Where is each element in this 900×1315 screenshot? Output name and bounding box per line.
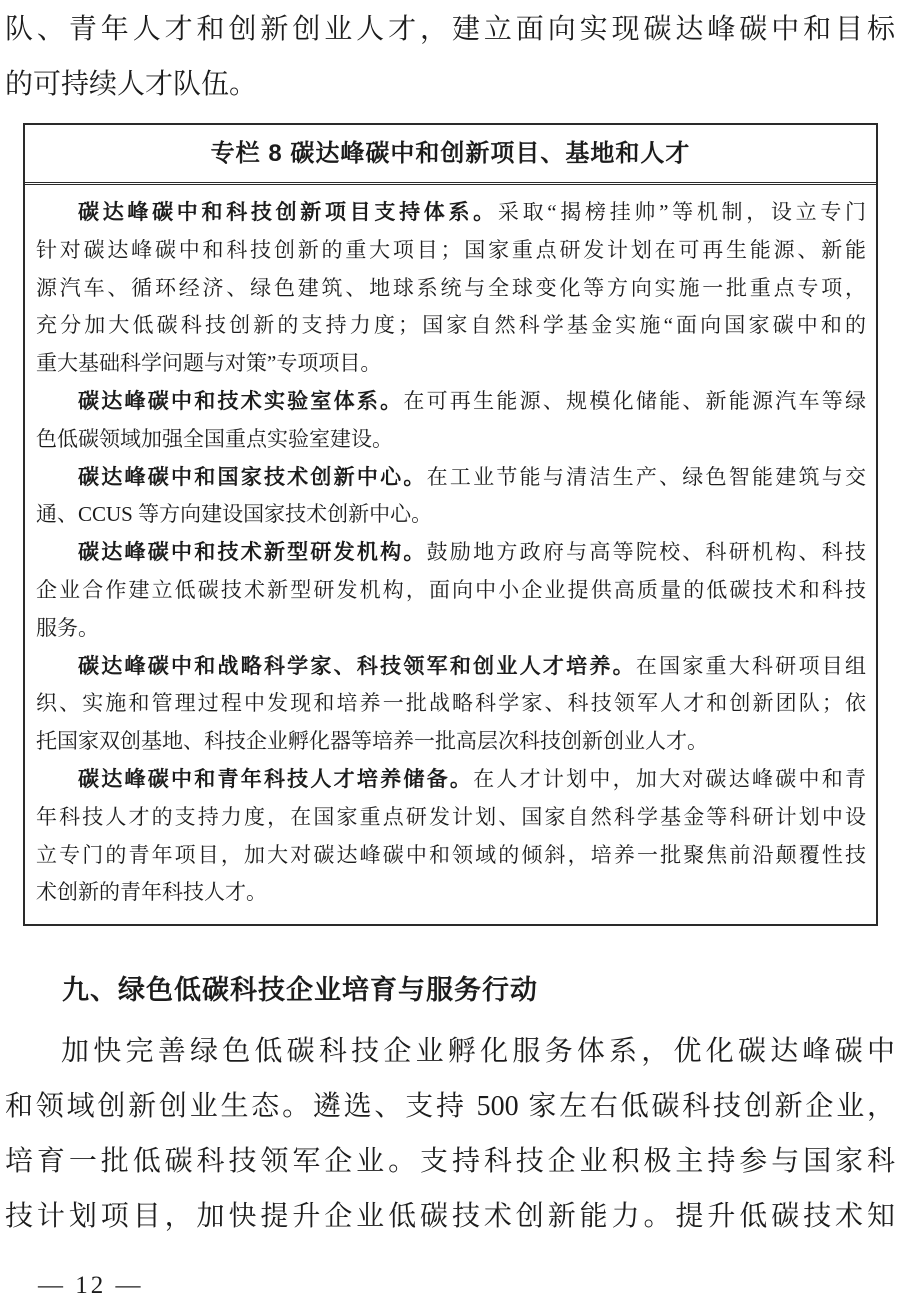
intro-paragraph [5, 0, 895, 112]
text-line: 年科技人才的支持力度，在国家重点研发计划、国家自然科学基金等科研计划中设 [36, 804, 866, 829]
paragraph-lead: 碳达峰碳中和青年科技人才培养储备。 [78, 767, 474, 791]
text-line: 的可持续人才队伍。 [5, 69, 258, 100]
text-line: 企业合作建立低碳技术新型研发机构，面向中小企业提供高质量的低碳技术和科技 [36, 577, 866, 602]
page-number: — 12 — [38, 1272, 144, 1299]
text-line: 加快完善绿色低碳科技企业孵化服务体系，优化碳达峰碳中 [61, 1036, 895, 1068]
text-line: 托国家双创基地、科技企业孵化器等培养一批高层次科技创新创业人才。 [36, 729, 708, 754]
paragraph-lead: 碳达峰碳中和国家技术创新中心。 [78, 465, 427, 489]
text-line: 充分加大低碳科技创新的支持力度；国家自然科学基金实施“面向国家碳中和的 [36, 313, 866, 338]
text-line: 通、CCUS 等方向建设国家技术创新中心。 [36, 502, 433, 527]
text-line: 源汽车、循环经济、绿色建筑、地球系统与全球变化等方向实施一批重点专项， [36, 275, 866, 300]
body-paragraph [5, 1024, 895, 1244]
text-line [36, 534, 866, 572]
text-line: 针对碳达峰碳中和科技创新的重大项目；国家重点研发计划在可再生能源、新能 [36, 237, 866, 262]
text-line: 术创新的青年科技人才。 [36, 880, 267, 905]
paragraph-lead: 碳达峰碳中和技术实验室体系。 [78, 389, 404, 413]
text-line: 重大基础科学问题与对策”专项项目。 [36, 351, 382, 376]
text-line: 色低碳领域加强全国重点实验室建设。 [36, 426, 393, 451]
paragraph-text: 采取“揭榜挂帅”等机制，设立专门 [497, 200, 867, 224]
paragraph-text: 在国家重大科研项目组 [635, 653, 867, 678]
paragraph-text: 在工业节能与清洁生产、绿色智能建筑与交 [426, 464, 867, 489]
paragraph-text: 在人才计划中，加大对碳达峰碳中和青 [473, 766, 867, 791]
text-line: 培育一批低碳科技领军企业。支持科技企业积极主持参与国家科 [5, 1146, 895, 1178]
text-line: 队、青年人才和创新创业人才，建立面向实现碳达峰碳中和目标 [5, 14, 895, 45]
text-line [36, 648, 866, 686]
box-body [25, 185, 876, 924]
paragraph-text: 在可再生能源、规模化储能、新能源汽车等绿 [403, 388, 867, 413]
paragraph-text: 鼓励地方政府与高等院校、科研机构、科技 [426, 540, 867, 565]
text-line [36, 459, 866, 497]
text-line [36, 383, 866, 421]
paragraph-lead: 碳达峰碳中和技术新型研发机构。 [78, 541, 427, 565]
text-line: 织、实施和管理过程中发现和培养一批战略科学家、科技领军人才和创新团队；依 [36, 691, 866, 716]
feature-box [23, 123, 878, 926]
paragraph-lead: 碳达峰碳中和科技创新项目支持体系。 [78, 201, 498, 224]
box-title: 专栏 8 碳达峰碳中和创新项目、基地和人才 [25, 125, 876, 185]
text-line: 和领域创新创业生态。遴选、支持 500 家左右低碳科技创新企业， [5, 1091, 895, 1123]
text-line: 服务。 [36, 615, 99, 640]
section-heading: 九、绿色低碳科技企业培育与服务行动 [62, 975, 538, 1006]
text-line: 技计划项目，加快提升企业低碳技术创新能力。提升低碳技术知 [5, 1201, 895, 1233]
paragraph-lead: 碳达峰碳中和战略科学家、科技领军和创业人才培养。 [78, 654, 636, 678]
text-line: 立专门的青年项目，加大对碳达峰碳中和领域的倾斜，培养一批聚焦前沿颠覆性技 [36, 842, 866, 867]
text-line [36, 761, 866, 799]
text-line [36, 194, 866, 232]
